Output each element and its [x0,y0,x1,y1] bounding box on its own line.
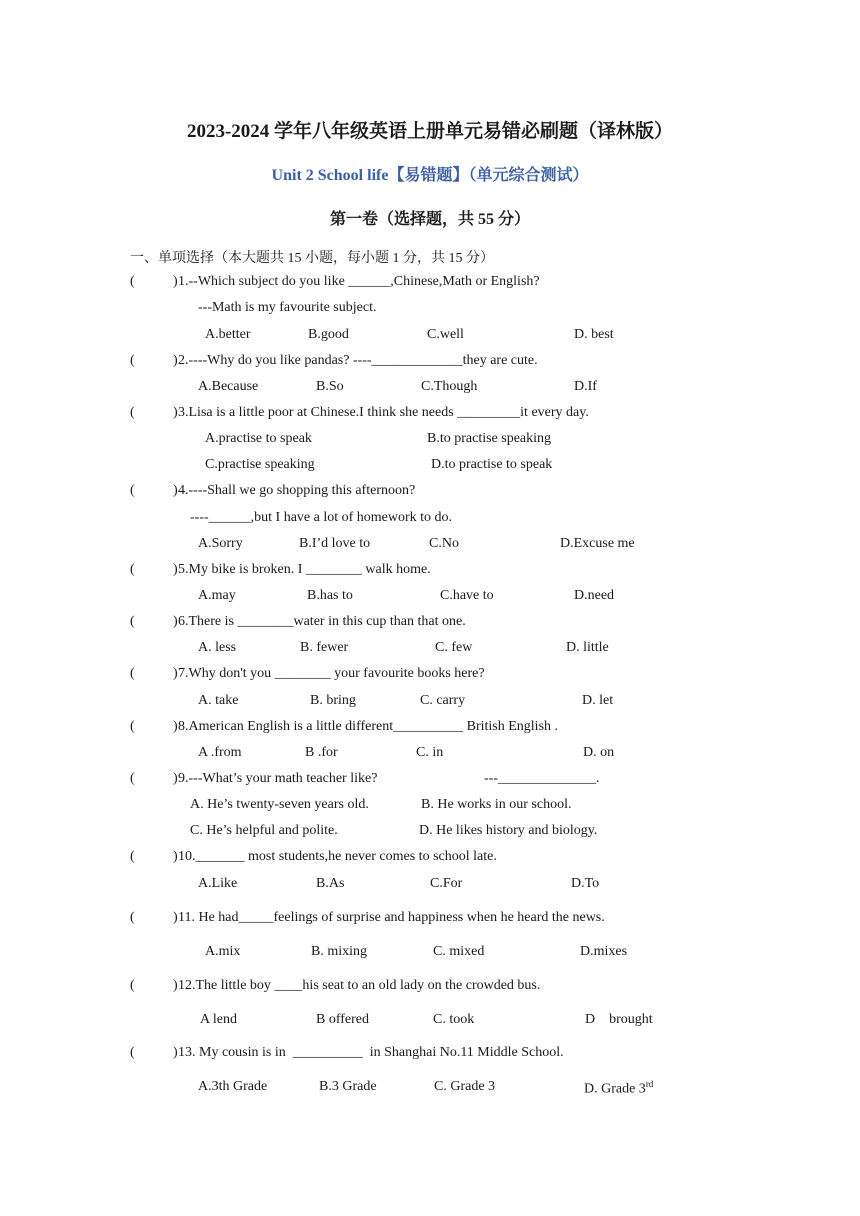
answer-paren-open: ( [130,910,135,925]
option-a: A .from [198,745,242,760]
question-stem: 13. My cousin is in __________ in Shanghai No.11 Middle School. [178,1045,564,1060]
option-c: C. mixed [433,944,485,959]
option-c: C.well [427,327,464,342]
question-stem: 5.My bike is broken. I ________ walk home. [178,562,431,577]
answer-paren-close: ) [173,849,178,864]
option-b: B.As [316,876,345,891]
question-stem: 8.American English is a little different__________ British English . [178,719,559,734]
answer-paren-open: ( [130,849,135,864]
question-stem: 11. He had_____feelings of surprise and happiness when he heard the news. [178,910,605,925]
answer-paren-close: ) [173,405,178,420]
question-stem: 9.---What’s your math teacher like? [178,771,378,786]
option-b: B.to practise speaking [427,431,552,446]
option-a: A. less [198,640,237,655]
option-c: C.Though [421,379,478,394]
answer-paren-close: ) [173,562,178,577]
option-a: A.Because [198,379,259,394]
option-a: A.practise to speak [205,431,312,446]
option-d: D.Excuse me [560,536,635,551]
option-b: B.3 Grade [319,1079,377,1094]
option-d: D. let [582,693,614,708]
answer-paren-close: ) [173,771,178,786]
option-b: B.has to [307,588,353,603]
answer-paren-open: ( [130,353,135,368]
question-continuation: ----______,but I have a lot of homework to do. [190,510,453,525]
answer-paren-close: ) [173,274,178,289]
answer-paren-open: ( [130,1045,135,1060]
option-a: A.may [198,588,236,603]
option-c: C. took [433,1012,475,1027]
answer-paren-close: ) [173,1045,178,1060]
option-d: D.need [574,588,615,603]
page-title: 2023-2024 学年八年级英语上册单元易错必刷题（译林版） [186,121,674,142]
option-c: C.For [430,876,463,891]
option-d: D. He likes history and biology. [419,823,598,838]
question-stem: 6.There is ________water in this cup than that one. [178,614,466,629]
option-d: D. little [566,640,609,655]
option-b: B.I’d love to [299,536,371,551]
option-b: B. mixing [311,944,368,959]
question-stem: 4.----Shall we go shopping this afternoon? [178,483,416,498]
option-b: B .for [305,745,338,760]
answer-paren-open: ( [130,614,135,629]
option-d: D brought [585,1012,653,1027]
option-b: B. fewer [300,640,349,655]
option-c: C. He’s helpful and polite. [190,823,338,838]
answer-paren-close: ) [173,614,178,629]
option-b: B.good [308,327,349,342]
option-d [584,1079,653,1098]
answer-paren-open: ( [130,405,135,420]
option-d-text: D. Grade 3 [584,1081,646,1097]
option-b: B. bring [310,693,356,708]
answer-paren-open: ( [130,562,135,577]
unit-subtitle: Unit 2 School life【易错题】（单元综合测试） [271,167,589,184]
question-answer-prompt: ---______________. [484,771,600,786]
option-b: B. He works in our school. [421,797,572,812]
option-b: B offered [316,1012,369,1027]
question-continuation: ---Math is my favourite subject. [198,300,377,315]
option-a: A.mix [205,944,241,959]
answer-paren-close: ) [173,978,178,993]
option-a: A. take [198,693,239,708]
option-a: A.better [205,327,251,342]
option-d: D.to practise to speak [431,457,553,472]
question-stem: 7.Why don't you ________ your favourite books here? [178,666,485,681]
option-d: D. on [583,745,615,760]
option-c: C. Grade 3 [434,1079,496,1094]
option-c: C.practise speaking [205,457,315,472]
option-c: C. few [435,640,473,655]
answer-paren-close: ) [173,353,178,368]
option-d: D.mixes [580,944,628,959]
question-stem: 3.Lisa is a little poor at Chinese.I think she needs _________it every day. [178,405,589,420]
answer-paren-close: ) [173,666,178,681]
ordinal-superscript: rd [645,1079,654,1089]
option-a: A lend [200,1012,237,1027]
answer-paren-open: ( [130,666,135,681]
question-stem: 12.The little boy ____his seat to an old lady on the crowded bus. [178,978,541,993]
option-b: B.So [316,379,344,394]
option-a: A.Like [198,876,238,891]
option-c: C.No [429,536,459,551]
question-stem: 2.----Why do you like pandas? ----_____________they are cute. [178,353,538,368]
option-d: D.If [574,379,597,394]
option-c: C.have to [440,588,494,603]
option-d: D. best [574,327,614,342]
answer-paren-open: ( [130,978,135,993]
question-stem: 10._______ most students,he never comes to school late. [178,849,497,864]
answer-paren-open: ( [130,771,135,786]
answer-paren-open: ( [130,719,135,734]
answer-paren-close: ) [173,910,178,925]
option-c: C. carry [420,693,466,708]
option-c: C. in [416,745,444,760]
answer-paren-open: ( [130,483,135,498]
answer-paren-close: ) [173,719,178,734]
question-stem: 1.--Which subject do you like ______,Chinese,Math or English? [178,274,540,289]
answer-paren-close: ) [173,483,178,498]
option-d: D.To [571,876,600,891]
section-heading: 一、单项选择（本大题共 15 小题，每小题 1 分，共 15 分） [130,251,494,266]
answer-paren-open: ( [130,274,135,289]
option-a: A. He’s twenty-seven years old. [190,797,369,812]
option-a: A.3th Grade [198,1079,268,1094]
option-a: A.Sorry [198,536,243,551]
part-heading: 第一卷（选择题，共 55 分） [329,211,530,228]
